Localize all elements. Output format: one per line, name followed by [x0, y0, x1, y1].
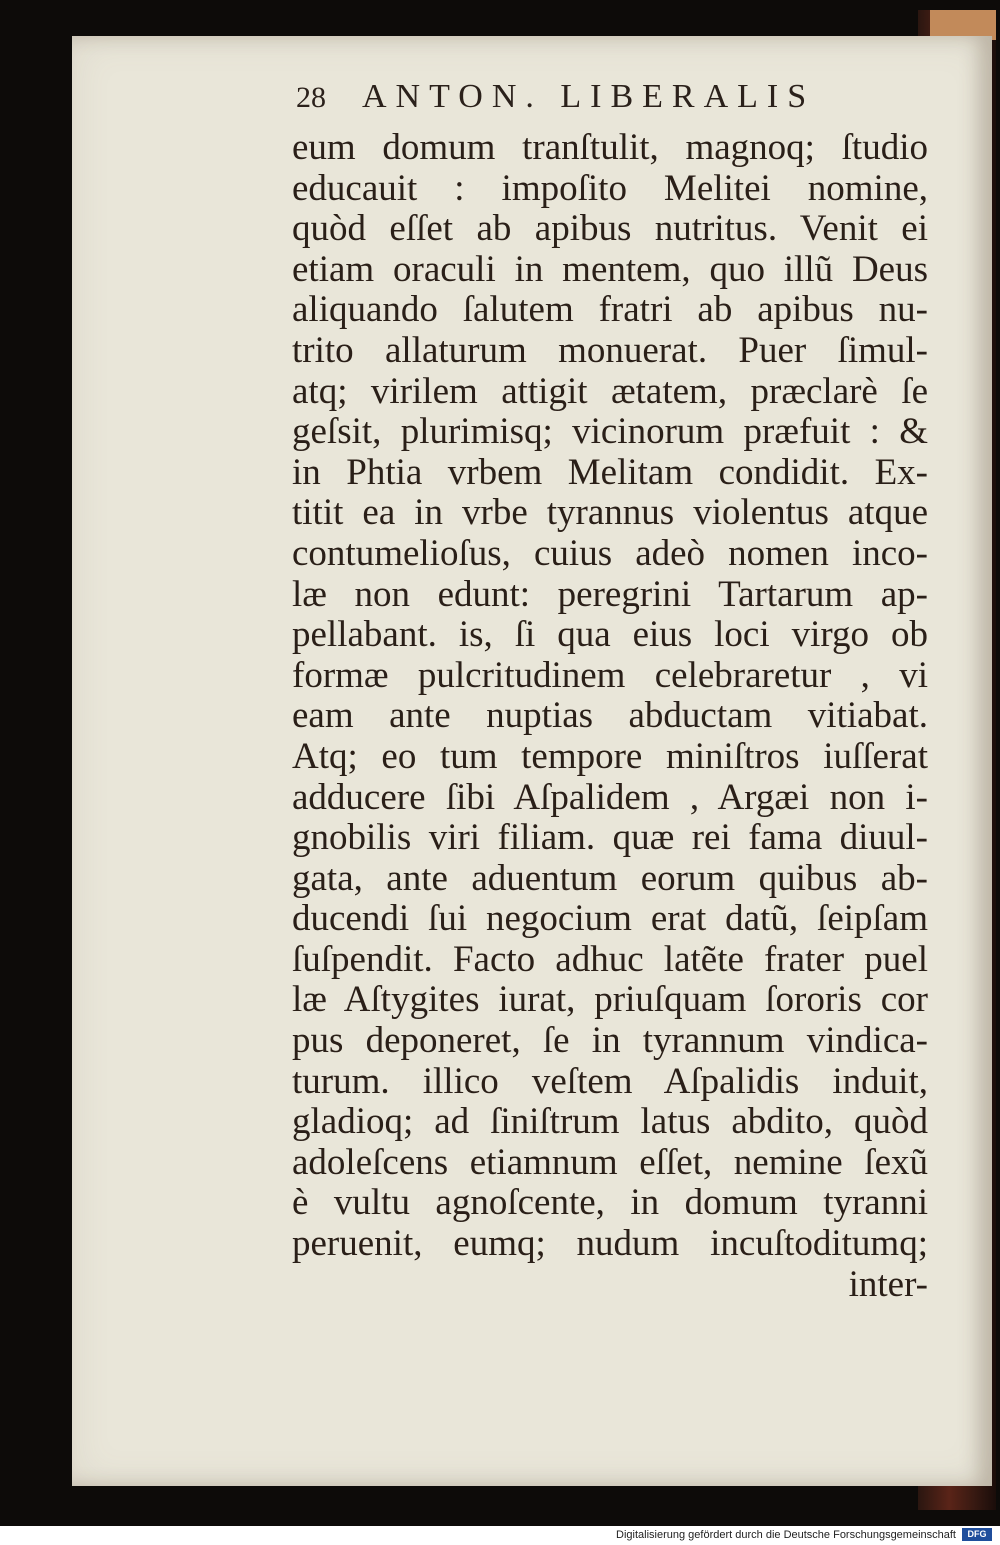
text-line: etiam oraculi in mentem, quo illũ Deus — [292, 248, 928, 290]
text-line: pellabant. is, ſi qua eius loci virgo ob — [292, 614, 928, 656]
text-line: ducendi ſui negocium erat datũ, ſeipſam — [292, 898, 928, 940]
text-line: è vultu agnoſcente, in domum tyranni — [292, 1182, 928, 1224]
dfg-logo: DFG — [962, 1528, 992, 1541]
text-line: adducere ſibi Aſpalidem , Argæi non i- — [292, 776, 928, 818]
text-line: formæ pulcritudinem celebraretur , vi — [292, 654, 928, 696]
text-line: trito allaturum monuerat. Puer ſimul- — [292, 329, 928, 371]
text-line: gata, ante aduentum eorum quibus ab- — [292, 857, 928, 899]
text-line: geſsit, plurimisq; vicinorum præfuit : & — [292, 411, 928, 453]
text-line: pus deponeret, ſe in tyrannum vindica- — [292, 1020, 928, 1062]
text-line: gladioq; ad ſiniſtrum latus abdito, quòd — [292, 1101, 928, 1143]
text-line: Atq; eo tum tempore miniſtros iuſſerat — [292, 735, 928, 777]
text-line: gnobilis viri filiam. quæ rei fama diuul- — [292, 817, 928, 859]
text-line: educauit : impoſito Melitei nomine, — [292, 167, 928, 209]
text-line: eum domum tranſtulit, magnoq; ſtudio — [292, 127, 928, 168]
text-line: atq; virilem attigit ætatem, præclarè ſe — [292, 370, 928, 412]
text-line: in Phtia vrbem Melitam condidit. Ex- — [292, 451, 928, 493]
text-line: læ non edunt: peregrini Tartarum ap- — [292, 573, 928, 615]
text-line: aliquando ſalutem fratri ab apibus nu- — [292, 289, 928, 331]
text-line: titit ea in vrbe tyrannus violentus atque — [292, 492, 928, 534]
text-line: quòd eſſet ab apibus nutritus. Venit ei — [292, 208, 928, 250]
text-line: adoleſcens etiamnum eſſet, nemine ſexũ — [292, 1141, 928, 1183]
text-line: læ Aſtygites iurat, priuſquam ſororis cor — [292, 979, 928, 1021]
text-line: contumelioſus, cuius adeò nomen inco- — [292, 532, 928, 574]
page-body-text — [292, 128, 928, 1305]
running-title: ANTON. LIBERALIS — [362, 78, 816, 115]
text-line: peruenit, eumq; nudum incuſtoditumq; — [292, 1223, 928, 1265]
catchword: inter- — [848, 1263, 928, 1305]
text-line: eam ante nuptias abductam vitiabat. — [292, 695, 928, 737]
digitization-credit: Digitalisierung gefördert durch die Deutsche Forschungsgemeinschaft — [616, 1529, 956, 1541]
text-line: turum. illico veſtem Aſpalidis induit, — [292, 1060, 928, 1102]
text-line: ſuſpendit. Facto adhuc latẽte frater puel — [292, 938, 928, 980]
running-head — [296, 78, 926, 124]
page-number: 28 — [296, 81, 326, 114]
